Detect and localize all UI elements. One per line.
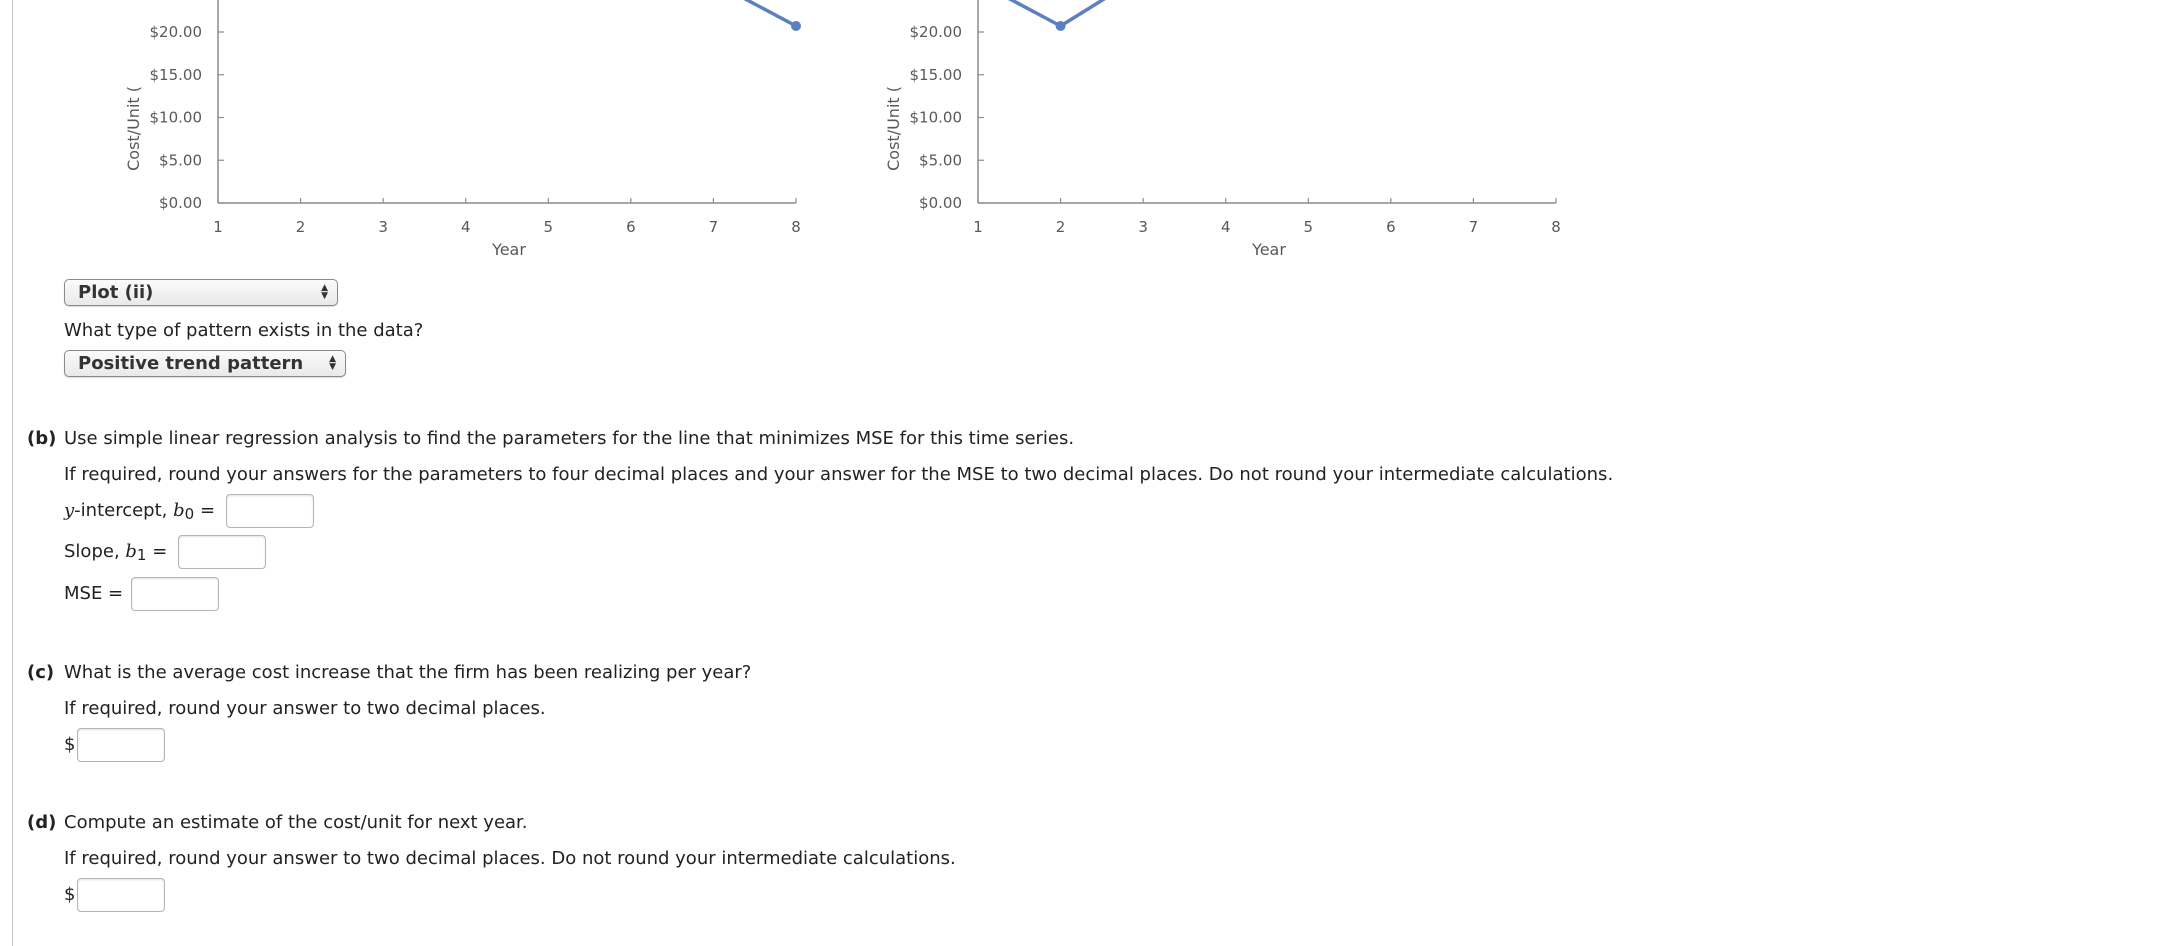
b1-subscript: 1 — [136, 546, 147, 564]
part-d-question: Compute an estimate of the cost/unit for next year. — [64, 812, 528, 833]
slope-input[interactable] — [178, 535, 266, 569]
x-tick-label: 5 — [1303, 218, 1314, 236]
y-axis-title: Cost/Unit ( — [884, 86, 903, 171]
part-c-instruction: If required, round your answer to two decimal places. — [64, 698, 546, 719]
x-tick-label: 1 — [973, 218, 983, 236]
part-c-question: What is the average cost increase that the firm has been realizing per year? — [64, 662, 752, 683]
chart-plot-ii-svg — [880, 0, 1600, 270]
intercept-input[interactable] — [226, 494, 314, 528]
select-arrows-icon: ▲ ▼ — [329, 354, 336, 372]
series-line — [738, 0, 796, 26]
x-tick-label: 6 — [1386, 218, 1396, 236]
y-tick-label: $15.00 — [909, 65, 962, 84]
y-tick-label: $5.00 — [159, 151, 202, 170]
slope-prefix: Slope, — [64, 541, 126, 562]
part-b-question: Use simple linear regression analysis to find the parameters for the line that minimizes MSE for this time series. — [64, 428, 1075, 449]
intercept-label — [64, 500, 215, 521]
y-tick-label: $20.00 — [149, 23, 202, 41]
y-tick-label: $10.00 — [909, 108, 962, 127]
mse-input[interactable] — [131, 577, 219, 611]
x-tick-label: 1 — [213, 218, 223, 236]
part-c-currency: $ — [64, 734, 76, 755]
x-tick-label: 2 — [295, 218, 306, 236]
part-b-instruction: If required, round your answers for the parameters to four decimal places and your answer for the MSE to two decimal places. Do not round your intermediate calculations. — [64, 464, 1614, 485]
series-line — [1003, 0, 1110, 26]
left-border — [12, 0, 13, 946]
chart-plot-i-svg — [120, 0, 840, 270]
x-axis-title: Year — [492, 240, 526, 259]
x-tick-label: 4 — [1220, 218, 1231, 236]
intercept-prefix: -intercept, — [74, 500, 174, 521]
pattern-select-value: Positive trend pattern — [78, 353, 304, 374]
x-tick-label: 7 — [708, 218, 719, 236]
y-tick-label: $0.00 — [159, 194, 202, 212]
cost-increase-input[interactable] — [77, 728, 165, 762]
x-tick-label: 2 — [1055, 218, 1066, 236]
b-variable: b — [125, 541, 137, 562]
plot-select-value: Plot (ii) — [78, 282, 154, 303]
x-tick-label: 6 — [626, 218, 636, 236]
x-tick-label: 8 — [791, 218, 801, 236]
select-arrows-icon: ▲ ▼ — [321, 283, 328, 301]
next-year-estimate-input[interactable] — [77, 878, 165, 912]
b0-subscript: 0 — [184, 505, 195, 523]
data-point — [791, 21, 801, 31]
equals-sign: = — [152, 541, 168, 562]
b-variable: b — [173, 500, 185, 521]
part-c-label: (c) — [27, 662, 55, 683]
y-tick-label: $15.00 — [149, 65, 202, 84]
x-tick-label: 3 — [1138, 218, 1148, 236]
y-tick-label: $0.00 — [919, 194, 962, 212]
x-tick-label: 7 — [1468, 218, 1479, 236]
y-variable: y — [64, 500, 75, 521]
pattern-select[interactable] — [64, 350, 346, 377]
chart-plot-i — [120, 0, 840, 270]
y-tick-label: $5.00 — [919, 151, 962, 170]
y-tick-label: $10.00 — [149, 108, 202, 127]
x-tick-label: 5 — [543, 218, 554, 236]
x-axis-title: Year — [1252, 240, 1286, 259]
plot-select[interactable] — [64, 279, 338, 306]
x-tick-label: 3 — [378, 218, 388, 236]
data-point — [1056, 21, 1066, 31]
pattern-question: What type of pattern exists in the data? — [64, 320, 424, 341]
part-d-instruction: If required, round your answer to two decimal places. Do not round your intermediate calculations. — [64, 848, 956, 869]
y-tick-label: $20.00 — [909, 23, 962, 41]
chart-plot-ii — [880, 0, 1600, 270]
x-tick-label: 4 — [460, 218, 471, 236]
x-tick-label: 8 — [1551, 218, 1561, 236]
part-b-label: (b) — [27, 428, 57, 449]
y-axis-title: Cost/Unit ( — [124, 86, 143, 171]
mse-label: MSE = — [64, 583, 124, 604]
slope-label — [64, 541, 167, 562]
equals-sign: = — [199, 500, 216, 521]
part-d-label: (d) — [27, 812, 57, 833]
part-d-currency: $ — [64, 884, 76, 905]
